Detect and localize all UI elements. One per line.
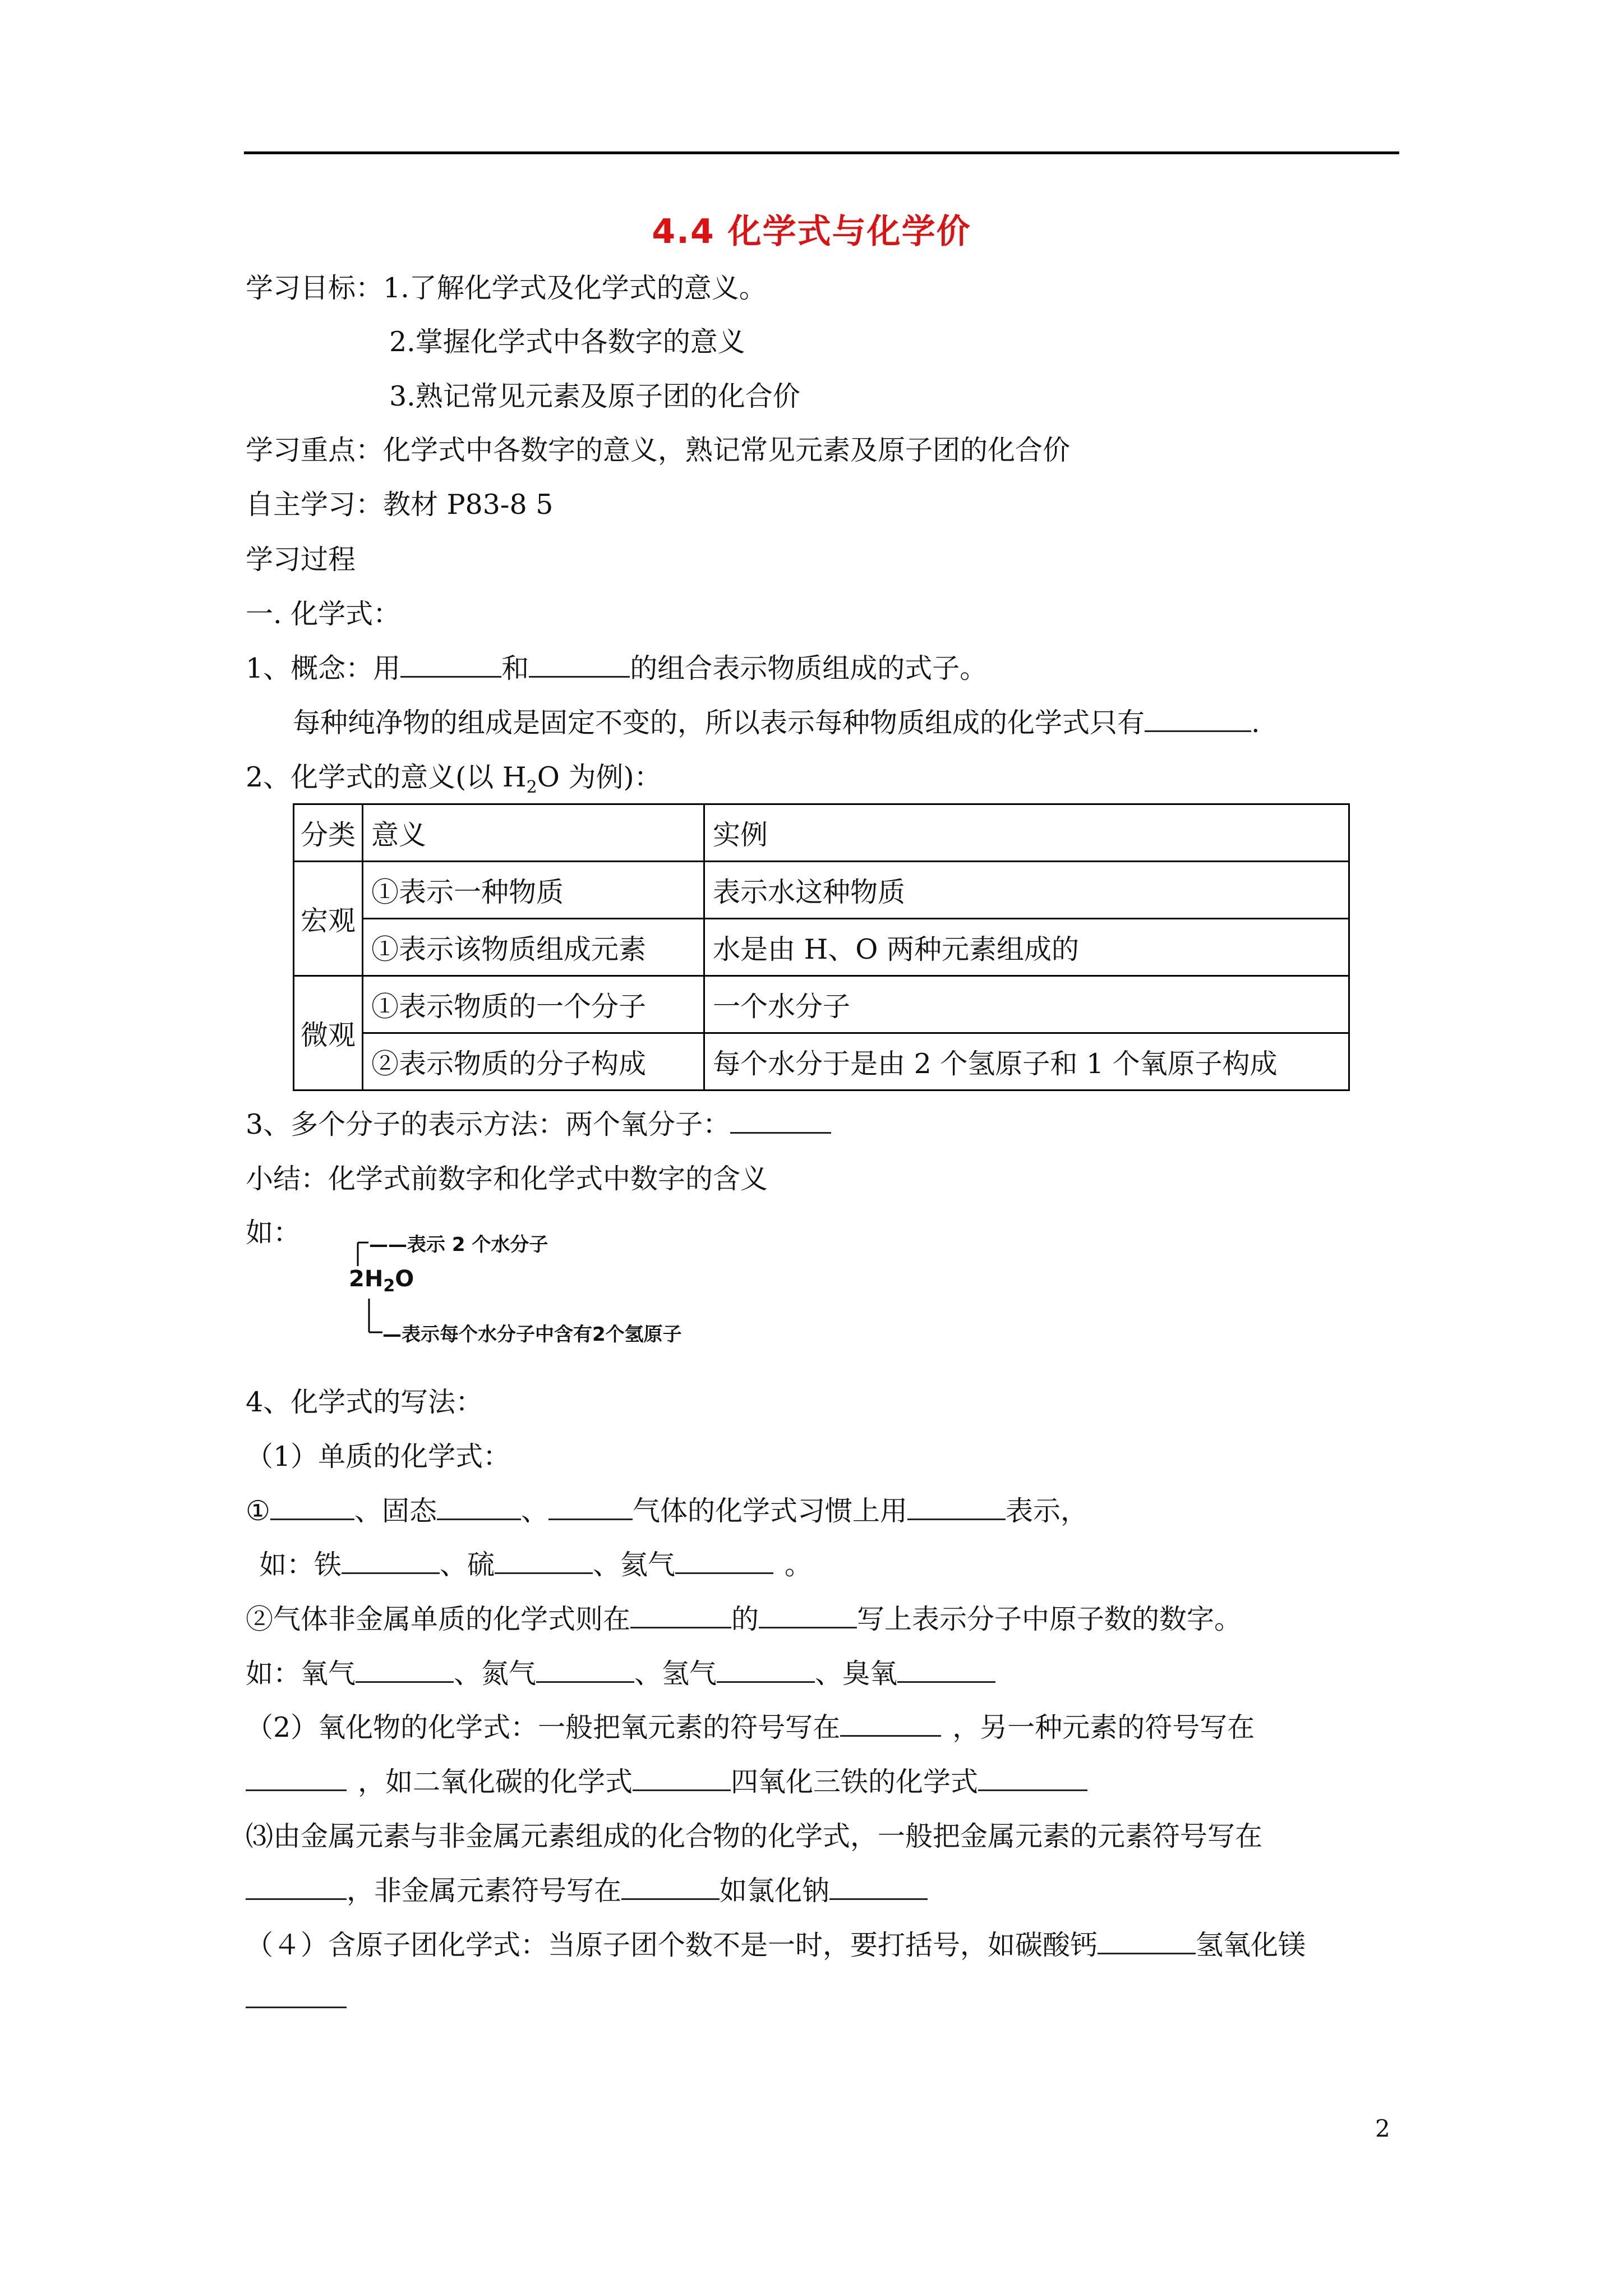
writing-text: 的 — [731, 1603, 759, 1635]
writing-line-4 — [246, 1657, 995, 1691]
category-macro: 宏观 — [294, 862, 363, 976]
blank[interactable] — [536, 1659, 634, 1683]
writing-text: 、氢气 — [634, 1658, 717, 1690]
blank[interactable] — [548, 1496, 633, 1520]
writing-text: 表示， — [1005, 1495, 1088, 1527]
objective-3: 3.熟记常见元素及原子团的化合价 — [389, 380, 800, 412]
formula-text: 2H — [349, 1266, 384, 1292]
table-cell: ①表示物质的一个分子 — [363, 976, 704, 1033]
blank[interactable] — [400, 654, 501, 678]
writing-text: （４）含原子团化学式：当原子团个数不是一时，要打括号，如碳酸钙 — [246, 1929, 1098, 1961]
concept-text: 每种纯净物的组成是固定不变的，所以表示每种物质组成的化学式只有 — [293, 707, 1145, 739]
writing-metal-line-1: ⑶由金属元素与非金属元素组成的化合物的化学式，一般把金属元素的元素符号写在 — [246, 1820, 1263, 1852]
writing-text: ，另一种元素的符号写在 — [952, 1711, 1255, 1743]
key-points: 学习重点：化学式中各数字的意义，熟记常见元素及原子团的化合价 — [246, 434, 1071, 466]
writing-text: 如：氧气 — [246, 1658, 356, 1690]
writing-line-1 — [246, 1494, 1088, 1528]
table-header: 意义 — [363, 804, 704, 862]
diagram-note-bottom: —表示每个水分子中含有2个氢原子 — [382, 1323, 682, 1346]
writing-text: ，如二氧化碳的化学式 — [358, 1766, 633, 1798]
blank[interactable] — [978, 1767, 1087, 1791]
writing-line-3 — [246, 1603, 1242, 1636]
writing-heading: 4、化学式的写法： — [246, 1386, 483, 1418]
table-cell: ②表示物质的分子构成 — [363, 1033, 704, 1091]
page-title: 4.4 化学式与化学价 — [652, 212, 971, 251]
writing-text: 、硫 — [440, 1549, 495, 1581]
writing-text: 。 — [785, 1549, 813, 1581]
formula-text: O — [395, 1266, 414, 1292]
summary: 小结：化学式前数字和化学式中数字的含义 — [246, 1163, 768, 1195]
writing-oxide-line-2 — [246, 1765, 1087, 1799]
objective-1: 1.了解化学式及化学式的意义。 — [383, 272, 767, 304]
table-header-row — [294, 804, 1349, 862]
writing-text: 、臭氧 — [815, 1658, 898, 1690]
blank[interactable] — [1098, 1930, 1196, 1954]
writing-radical-line — [246, 1929, 1306, 1962]
writing-text: 氢氧化镁 — [1196, 1929, 1306, 1961]
blank[interactable] — [907, 1496, 1006, 1520]
table-row — [294, 862, 1349, 919]
table-row — [294, 919, 1349, 976]
section-heading-chemical-formula: 一. 化学式： — [246, 598, 401, 630]
writing-text: 如氯化钠 — [720, 1875, 830, 1907]
table-row — [294, 976, 1349, 1033]
writing-text: ① — [246, 1495, 270, 1527]
blank[interactable] — [630, 1604, 731, 1628]
blank[interactable] — [759, 1604, 857, 1628]
process-heading: 学习过程 — [246, 544, 356, 576]
blank[interactable] — [675, 1550, 773, 1574]
molecules-text: 3、多个分子的表示方法：两个氧分子： — [246, 1108, 731, 1140]
concept-line-2 — [293, 706, 1260, 740]
concept-line — [246, 652, 987, 685]
writing-text: 、氦气 — [593, 1549, 676, 1581]
formula-annotation-diagram — [343, 1220, 736, 1355]
writing-text: 、氮气 — [454, 1658, 537, 1690]
concept-text: 和 — [501, 652, 529, 684]
page-number: 2 — [1375, 2115, 1390, 2142]
blank[interactable] — [529, 654, 630, 678]
concept-text: . — [1251, 707, 1260, 739]
blank[interactable] — [730, 1110, 831, 1134]
self-study: 自主学习：教材 P83-8 5 — [246, 489, 554, 521]
objective-2: 2.掌握化学式中各数字的意义 — [389, 326, 745, 358]
diagram-formula — [349, 1266, 414, 1296]
blank[interactable] — [897, 1659, 995, 1683]
table-row — [294, 1033, 1349, 1091]
blank[interactable] — [1145, 708, 1251, 732]
blank[interactable] — [633, 1767, 731, 1791]
blank[interactable] — [246, 1876, 347, 1900]
table-cell: 每个水分于是由 2 个氢原子和 1 个氧原子构成 — [704, 1033, 1349, 1091]
writing-text: ②气体非金属单质的化学式则在 — [246, 1603, 631, 1635]
table-cell: 表示水这种物质 — [704, 862, 1349, 919]
subscript: 2 — [526, 777, 537, 797]
meaning-heading-text: 2、化学式的意义(以 H — [246, 761, 527, 793]
writing-line-2 — [259, 1548, 812, 1582]
header-rule — [244, 151, 1399, 154]
writing-text: 写上表示分子中原子数的数字。 — [857, 1603, 1242, 1635]
category-micro: 微观 — [294, 976, 363, 1091]
blank[interactable] — [495, 1550, 593, 1574]
concept-text: 的组合表示物质组成的式子。 — [630, 652, 988, 684]
writing-text: 如：铁 — [259, 1549, 342, 1581]
example-label: 如： — [246, 1217, 301, 1249]
table-cell: ①表示该物质组成元素 — [363, 919, 704, 976]
writing-metal-line-2 — [246, 1874, 928, 1908]
writing-text: （2）氧化物的化学式：一般把氧元素的符号写在 — [246, 1711, 841, 1743]
writing-radical-blank-line — [246, 1982, 347, 2016]
blank[interactable] — [342, 1550, 440, 1574]
writing-text: 、固态 — [354, 1495, 437, 1527]
blank[interactable] — [437, 1496, 521, 1520]
blank[interactable] — [621, 1876, 720, 1900]
blank[interactable] — [270, 1496, 354, 1520]
writing-text: ，非金属元素符号写在 — [347, 1875, 622, 1907]
blank[interactable] — [246, 1984, 347, 2008]
objectives-label: 学习目标： — [246, 272, 384, 304]
blank[interactable] — [717, 1659, 815, 1683]
table-header: 实例 — [704, 804, 1349, 862]
meaning-heading — [246, 761, 662, 804]
writing-simple-substance: （1）单质的化学式： — [246, 1441, 511, 1473]
diagram-note-top: ——表示 2 个水分子 — [369, 1234, 548, 1256]
formula-meaning-table — [293, 803, 1350, 1091]
table-cell: 一个水分子 — [704, 976, 1349, 1033]
table-cell: ①表示一种物质 — [363, 862, 704, 919]
writing-oxide-line-1 — [246, 1711, 1255, 1745]
writing-text: 四氧化三铁的化学式 — [731, 1766, 979, 1798]
objectives-line-1 — [246, 272, 767, 305]
blank[interactable] — [829, 1876, 928, 1900]
meaning-heading-text: O 为例)： — [537, 761, 662, 793]
writing-text: 、 — [520, 1495, 548, 1527]
writing-text: 气体的化学式习惯上用 — [632, 1495, 907, 1527]
subscript: 2 — [383, 1276, 395, 1296]
blank[interactable] — [840, 1713, 941, 1737]
table-header: 分类 — [294, 804, 363, 862]
molecules-line — [246, 1108, 831, 1142]
blank[interactable] — [246, 1767, 347, 1791]
blank[interactable] — [356, 1659, 454, 1683]
concept-text: 1、概念：用 — [246, 652, 401, 684]
table-cell: 水是由 H、O 两种元素组成的 — [704, 919, 1349, 976]
